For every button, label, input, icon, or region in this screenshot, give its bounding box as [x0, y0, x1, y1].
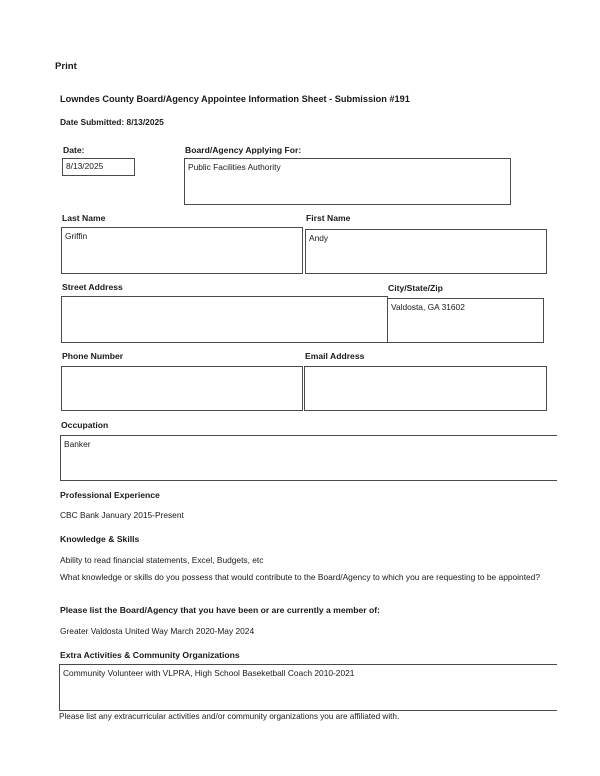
email-label: Email Address: [305, 351, 365, 361]
occupation-field[interactable]: Banker: [60, 435, 557, 481]
date-field[interactable]: 8/13/2025: [62, 158, 135, 176]
phone-label: Phone Number: [62, 351, 124, 361]
professional-experience-heading: Professional Experience: [60, 490, 160, 500]
knowledge-skills-value: Ability to read financial statements, Excel, Budgets, etc: [60, 555, 264, 565]
page-title: Lowndes County Board/Agency Appointee Information Sheet - Submission #191: [60, 94, 410, 104]
board-agency-field[interactable]: Public Facilities Authority: [184, 158, 511, 205]
street-address-label: Street Address: [62, 282, 123, 292]
date-label: Date:: [63, 145, 85, 155]
extra-activities-heading: Extra Activities & Community Organizations: [60, 650, 240, 660]
street-address-field[interactable]: [61, 296, 388, 343]
extra-activities-help: Please list any extracurricular activities and/or community organizations you are affiliated with.: [59, 712, 400, 721]
city-state-zip-field[interactable]: Valdosta, GA 31602: [387, 298, 544, 343]
knowledge-skills-heading: Knowledge & Skills: [60, 534, 140, 544]
print-link[interactable]: Print: [55, 61, 77, 72]
city-state-zip-label: City/State/Zip: [388, 283, 443, 293]
first-name-label: First Name: [306, 213, 351, 223]
phone-field[interactable]: [61, 366, 303, 411]
occupation-label: Occupation: [61, 420, 109, 430]
email-field[interactable]: [304, 366, 547, 411]
knowledge-skills-help: What knowledge or skills do you possess that would contribute to the Board/Agency to which you are requesting to be appointed?: [60, 572, 540, 582]
last-name-label: Last Name: [62, 213, 106, 223]
first-name-field[interactable]: Andy: [305, 229, 547, 274]
board-agency-label: Board/Agency Applying For:: [185, 145, 302, 155]
extra-activities-field[interactable]: Community Volunteer with VLPRA, High School Baseketball Coach 2010-2021: [59, 664, 557, 711]
member-of-heading: Please list the Board/Agency that you have been or are currently a member of:: [60, 605, 380, 615]
date-submitted: Date Submitted: 8/13/2025: [60, 117, 164, 127]
member-of-value: Greater Valdosta United Way March 2020-May 2024: [60, 626, 255, 636]
last-name-field[interactable]: Griffin: [61, 227, 303, 274]
professional-experience-value: CBC Bank January 2015-Present: [60, 510, 184, 520]
